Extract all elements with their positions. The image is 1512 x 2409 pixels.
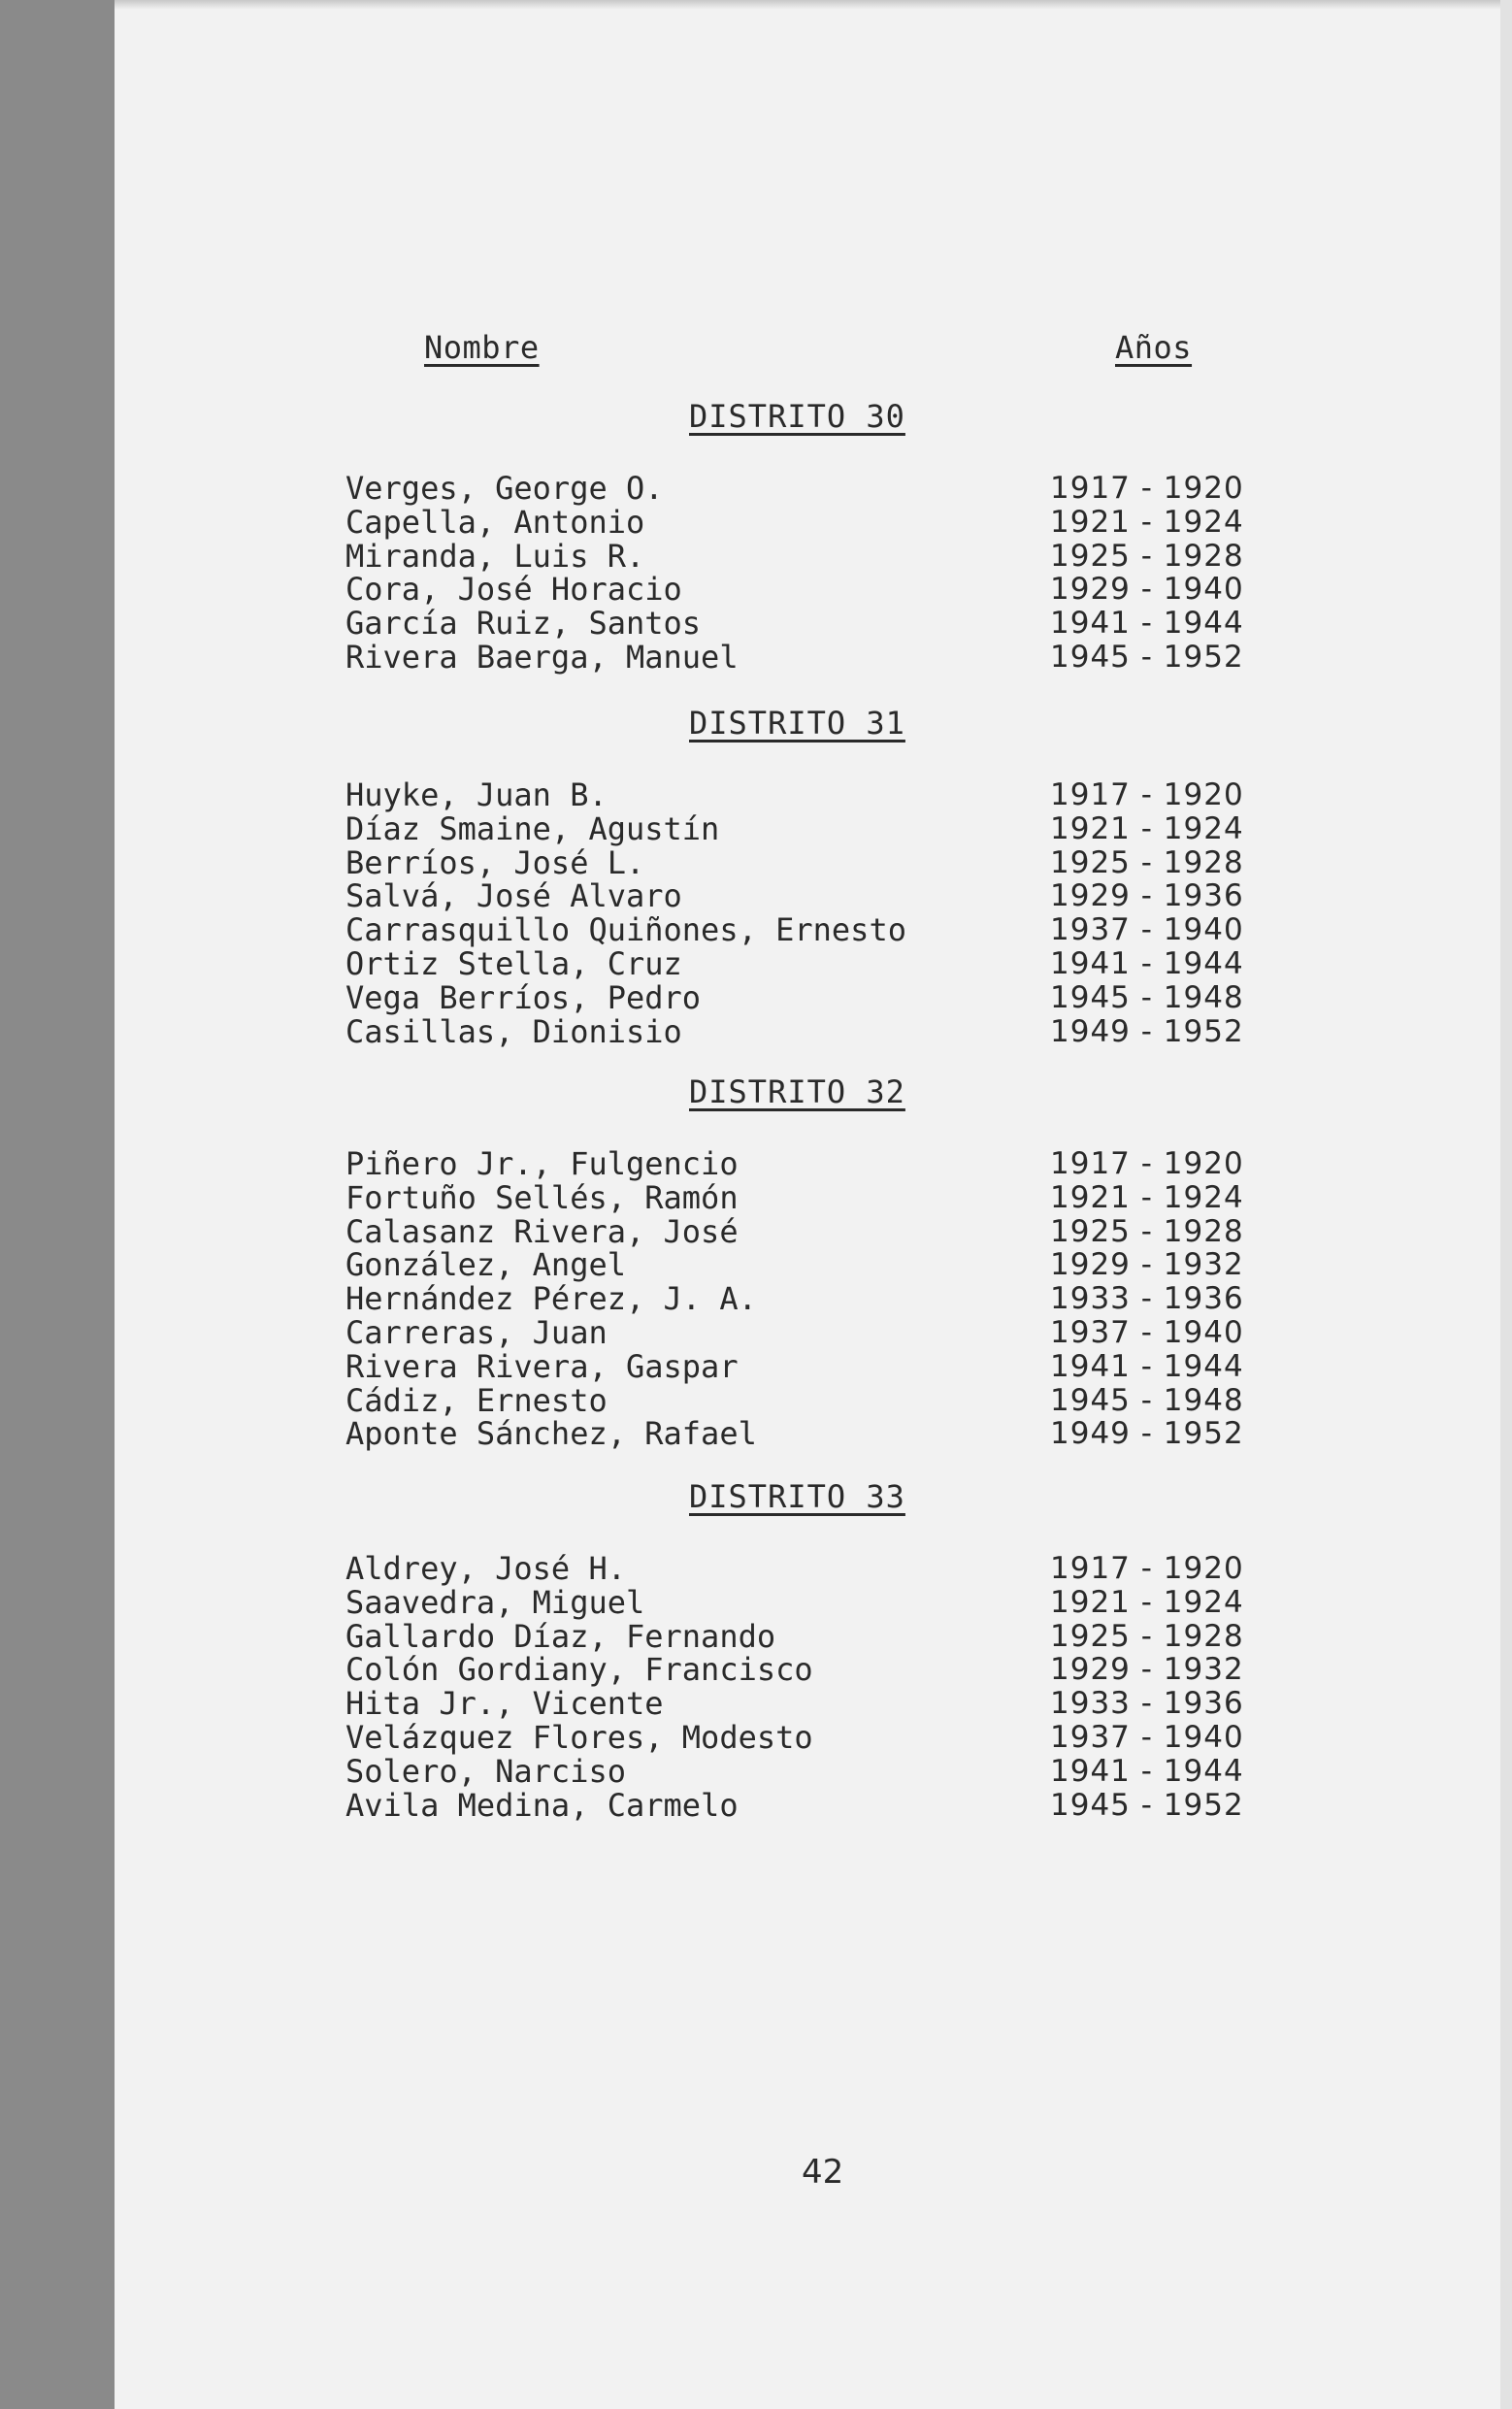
- member-years: 1925 - 1928: [1050, 538, 1244, 574]
- member-name: Piñero Jr., Fulgencio: [345, 1145, 739, 1182]
- member-name: Cádiz, Ernesto: [345, 1381, 608, 1419]
- list-item: [345, 1752, 1413, 1790]
- member-name: Berríos, José L.: [345, 843, 645, 881]
- list-item: [345, 809, 1413, 847]
- list-item: [345, 1617, 1413, 1655]
- member-name: Aldrey, José H.: [345, 1550, 626, 1587]
- member-name: Carrasquillo Quiñones, Ernesto: [345, 911, 906, 949]
- member-years: 1917 - 1920: [1050, 777, 1244, 812]
- list-item: [345, 1552, 1413, 1586]
- member-name: García Ruiz, Santos: [345, 605, 702, 643]
- list-item: [345, 1248, 1413, 1282]
- scan-binding-strip: [0, 0, 115, 2409]
- list-item: [345, 1178, 1413, 1216]
- member-name: Gallardo Díaz, Fernando: [345, 1617, 776, 1655]
- district-rows: [345, 1552, 1413, 1822]
- list-item: [345, 607, 1413, 641]
- list-item: [345, 1417, 1413, 1451]
- member-name: Cora, José Horacio: [345, 571, 682, 609]
- list-item: [345, 879, 1413, 913]
- member-name: Colón Gordiany, Francisco: [345, 1651, 813, 1689]
- district-title: DISTRITO 32: [689, 1073, 905, 1110]
- scan-right-edge: [1500, 0, 1512, 2409]
- district-title: DISTRITO 31: [689, 705, 905, 742]
- list-item: [345, 503, 1413, 541]
- member-years: 1949 - 1952: [1050, 1416, 1244, 1452]
- member-name: Díaz Smaine, Agustín: [345, 809, 720, 847]
- member-years: 1945 - 1948: [1050, 979, 1244, 1015]
- document-page: [115, 0, 1500, 2409]
- member-years: 1921 - 1924: [1050, 1584, 1244, 1620]
- member-name: Rivera Baerga, Manuel: [345, 638, 739, 676]
- list-item: [345, 843, 1413, 881]
- district-rows: [345, 472, 1413, 675]
- member-name: Casillas, Dionisio: [345, 1012, 682, 1050]
- column-header-name: Nombre: [424, 329, 540, 366]
- page-number: 42: [802, 2153, 844, 2192]
- member-years: 1945 - 1948: [1050, 1382, 1244, 1418]
- member-name: Huyke, Juan B.: [345, 776, 608, 813]
- member-name: Fortuño Sellés, Ramón: [345, 1178, 739, 1216]
- list-item: [345, 1347, 1413, 1385]
- member-years: 1929 - 1936: [1050, 878, 1244, 914]
- member-years: 1929 - 1940: [1050, 572, 1244, 608]
- member-years: 1921 - 1924: [1050, 1179, 1244, 1215]
- member-years: 1917 - 1920: [1050, 1146, 1244, 1181]
- member-name: Hita Jr., Vicente: [345, 1685, 664, 1723]
- member-name: Hernández Pérez, J. A.: [345, 1280, 757, 1318]
- member-name: Velázquez Flores, Modesto: [345, 1718, 813, 1756]
- member-years: 1945 - 1952: [1050, 639, 1244, 675]
- member-years: 1917 - 1920: [1050, 1551, 1244, 1586]
- list-item: [345, 1282, 1413, 1316]
- list-item: [345, 573, 1413, 607]
- member-years: 1941 - 1944: [1050, 1753, 1244, 1789]
- member-name: Calasanz Rivera, José: [345, 1212, 739, 1250]
- list-item: [345, 537, 1413, 575]
- member-years: 1925 - 1928: [1050, 1618, 1244, 1654]
- member-name: Rivera Rivera, Gaspar: [345, 1347, 739, 1385]
- member-name: Vega Berríos, Pedro: [345, 978, 702, 1016]
- member-years: 1941 - 1944: [1050, 606, 1244, 642]
- member-years: 1937 - 1940: [1050, 1719, 1244, 1755]
- list-item: [345, 944, 1413, 982]
- member-name: González, Angel: [345, 1246, 626, 1284]
- member-years: 1929 - 1932: [1050, 1652, 1244, 1688]
- list-item: [345, 978, 1413, 1016]
- list-item: [345, 1313, 1413, 1351]
- member-name: Capella, Antonio: [345, 503, 645, 541]
- list-item: [345, 1687, 1413, 1721]
- member-name: Ortiz Stella, Cruz: [345, 944, 682, 982]
- district-rows: [345, 778, 1413, 1048]
- member-years: 1929 - 1932: [1050, 1247, 1244, 1283]
- member-years: 1945 - 1952: [1050, 1787, 1244, 1823]
- member-years: 1941 - 1944: [1050, 945, 1244, 981]
- member-years: 1921 - 1924: [1050, 810, 1244, 846]
- district-title: DISTRITO 30: [689, 398, 905, 435]
- district-title: DISTRITO 33: [689, 1478, 905, 1515]
- list-item: [345, 638, 1413, 676]
- list-item: [345, 1147, 1413, 1181]
- member-name: Miranda, Luis R.: [345, 537, 645, 575]
- member-name: Solero, Narciso: [345, 1752, 626, 1790]
- list-item: [345, 1012, 1413, 1050]
- member-years: 1937 - 1940: [1050, 912, 1244, 948]
- member-name: Salvá, José Alvaro: [345, 877, 682, 915]
- member-years: 1917 - 1920: [1050, 471, 1244, 506]
- district-rows: [345, 1147, 1413, 1451]
- list-item: [345, 472, 1413, 506]
- member-years: 1933 - 1936: [1050, 1281, 1244, 1317]
- list-item: [345, 1212, 1413, 1250]
- list-item: [345, 1583, 1413, 1621]
- member-years: 1921 - 1924: [1050, 504, 1244, 540]
- member-years: 1925 - 1928: [1050, 844, 1244, 880]
- column-header-years: Años: [1115, 329, 1193, 366]
- member-name: Carreras, Juan: [345, 1313, 608, 1351]
- list-item: [345, 778, 1413, 812]
- member-name: Verges, George O.: [345, 470, 664, 507]
- member-years: 1933 - 1936: [1050, 1686, 1244, 1722]
- member-years: 1925 - 1928: [1050, 1213, 1244, 1249]
- member-years: 1937 - 1940: [1050, 1314, 1244, 1350]
- list-item: [345, 913, 1413, 947]
- list-item: [345, 1653, 1413, 1687]
- list-item: [345, 1718, 1413, 1756]
- member-years: 1941 - 1944: [1050, 1348, 1244, 1384]
- list-item: [345, 1786, 1413, 1824]
- member-name: Avila Medina, Carmelo: [345, 1786, 739, 1824]
- member-name: Saavedra, Miguel: [345, 1583, 645, 1621]
- list-item: [345, 1381, 1413, 1419]
- member-name: Aponte Sánchez, Rafael: [345, 1415, 757, 1453]
- member-years: 1949 - 1952: [1050, 1013, 1244, 1049]
